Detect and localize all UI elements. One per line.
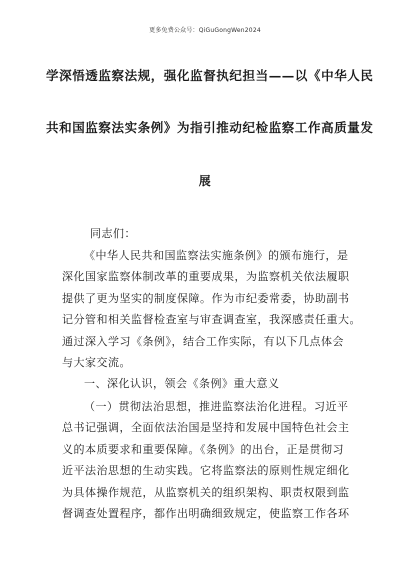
body-line-12: 为具体操作规范，从监察机关的组织架构、职责权限到监 — [62, 486, 350, 499]
body-line-1: 《中华人民共和国监察法实施条例》的颁布施行，是 — [84, 249, 349, 262]
body-line-7: 一、深化认识，领会《条例》重大意义 — [84, 377, 280, 390]
body-line-6: 与大家交流。 — [62, 356, 131, 369]
body-line-8: （一）贯彻法治思想，推进监察法治化进程。习近平 — [84, 400, 349, 413]
body-line-0: 同志们： — [90, 227, 136, 240]
body-line-9: 总书记强调，全面依法治国是坚持和发展中国特色社会主 — [62, 421, 350, 434]
body-line-5: 通过深入学习《条例》，结合工作实际，有以下几点体会 — [62, 335, 344, 348]
body-line-4: 记分管和相关监督检查室与审查调查室，我深感责任重大。 — [62, 313, 361, 326]
header-note: 更多免费公众号：QiGuGongWen2024 — [149, 27, 261, 34]
title-line-3: 展 — [198, 174, 212, 188]
title-line-1: 学深悟透监察法规，强化监督执纪担当——以《中华人民 — [46, 68, 374, 83]
body-line-13: 督调查处置程序，都作出明确细致规定，使监察工作各环 — [62, 507, 350, 520]
title-line-2: 共和国监察法实条例》为指引推动纪检监察工作高质量发 — [46, 120, 374, 135]
body-line-11: 近平法治思想的生动实践。它将监察法的原则性规定细化 — [62, 464, 350, 477]
body-line-10: 义的本质要求和重要保障。《条例》的出台，正是贯彻习 — [62, 443, 344, 456]
body-line-2: 深化国家监察体制改革的重要成果，为监察机关依法履职 — [62, 270, 350, 283]
body-line-3: 提供了更为坚实的制度保障。作为市纪委常委，协助副书 — [62, 292, 350, 305]
